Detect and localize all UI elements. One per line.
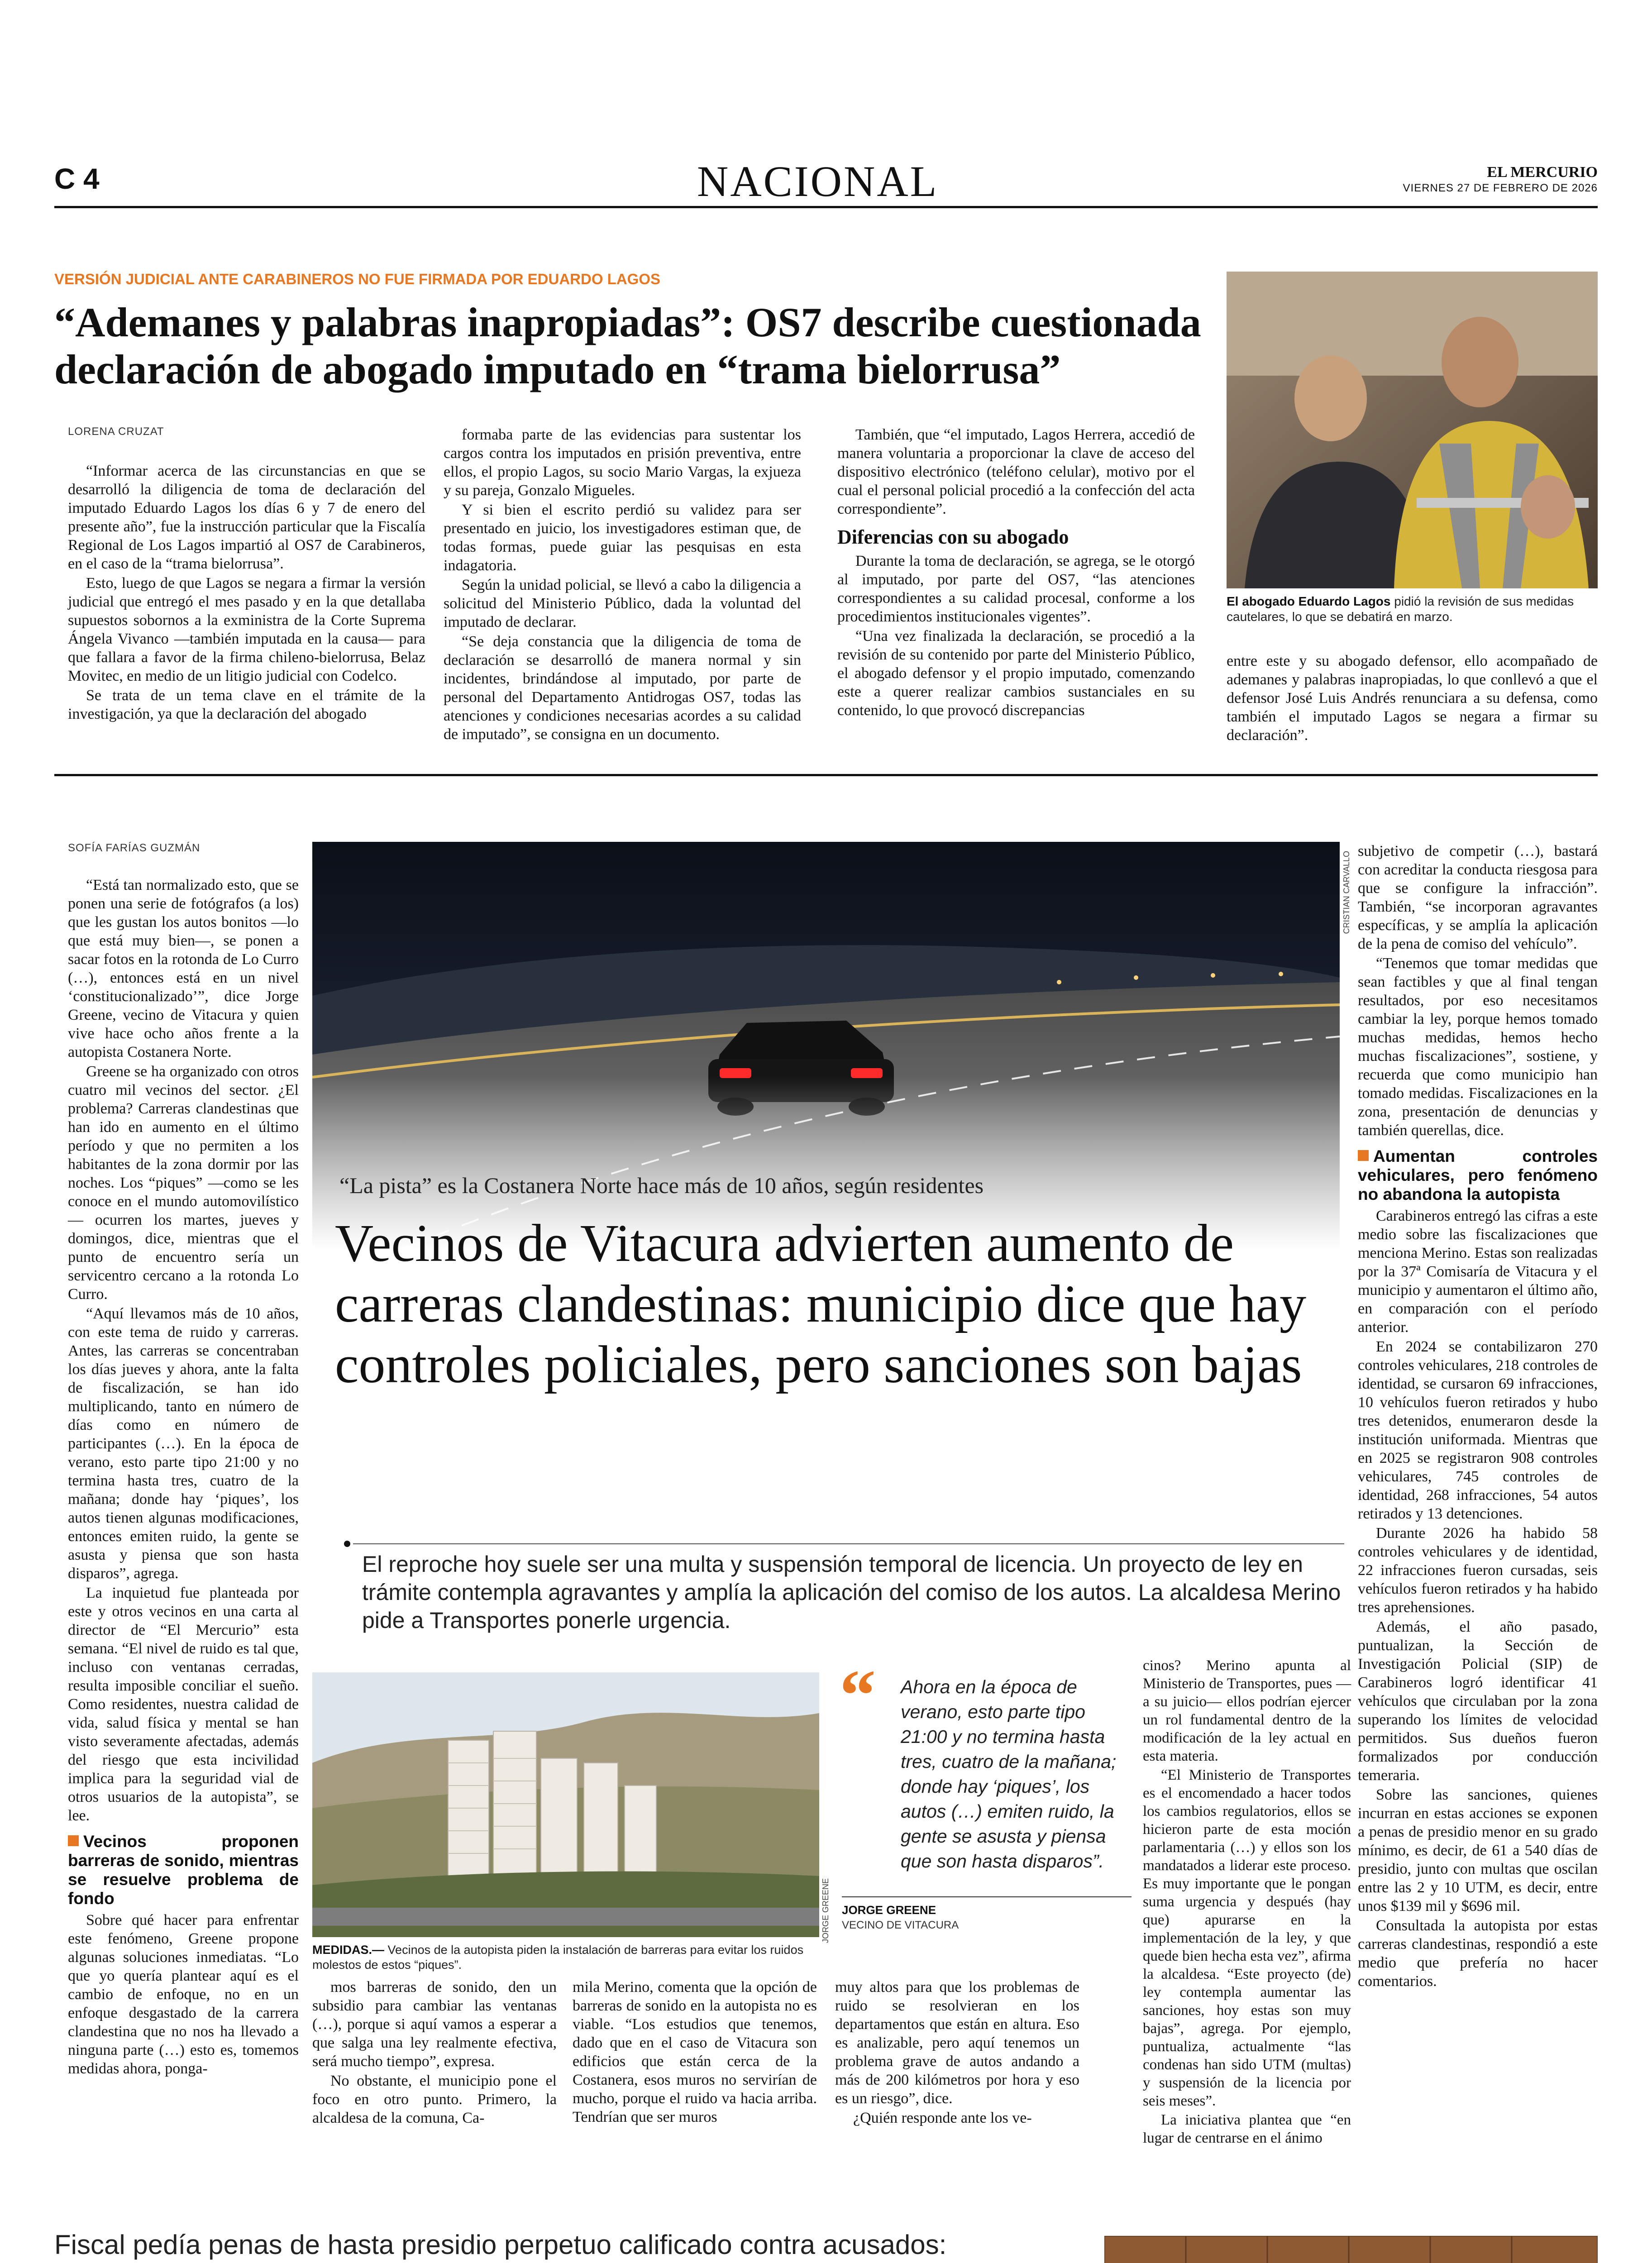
lagos-caption — [1227, 594, 1598, 625]
story2-right-col — [1358, 842, 1598, 1991]
story2-bottom-col1 — [312, 1978, 557, 2127]
paragraph: subjetivo de competir (…), bastará con acreditar la conducta riesgosa para que se configure la infracción”. También, “se incorporan agravantes específicas, y se amplía la aplicación de la pena de comiso del vehículo”. — [1358, 843, 1598, 952]
story2-deck-rule — [353, 1543, 1344, 1544]
paragraph: Sobre las sanciones, quienes incurran en estas acciones se exponen a penas de presidio menor en su grado mínimo, es decir, de 61 a 540 días de presidio, junto con multas que oscilan entre las 2 y 10 UTM, es decir, entre unos $139 mil y $696 mil. — [1358, 1786, 1598, 1914]
paper-name: EL MERCURIO — [1487, 164, 1598, 181]
story1-col4 — [1227, 652, 1598, 745]
story2-deck: El reproche hoy suele ser una multa y suspensión temporal de licencia. Un proyecto de ley en trámite contempla agravantes y amplía la aplicación del comiso de los autos. La alcaldesa Merino pide a Transportes ponerle urgencia. — [362, 1552, 1341, 1633]
masthead-rule — [54, 206, 1598, 208]
paragraph: cinos? Merino apunta al Ministerio de Transportes, pues —a su juicio— ellos podrían ejercer un rol fundamental dentro de la modificación de la ley actual en esta materia. — [1143, 1657, 1351, 1764]
paragraph: formaba parte de las evidencias para sustentar los cargos contra los imputados en prisión preventiva, entre ellos, el propio Lagos, su socio Mario Vargas, la exjueza y su pareja, Gonzalo Migueles. — [444, 426, 801, 499]
buildings-caption — [312, 1943, 819, 1972]
paragraph: ¿Quién responde ante los ve- — [853, 2110, 1032, 2126]
paragraph: Y si bien el escrito perdió su validez para ser presentado en juicio, los investigadores estiman que, de todas formas, puede guiar las pesquisas en esta indagatoria. — [444, 501, 801, 574]
orange-square-icon — [1358, 1150, 1369, 1161]
caption-text: pidió la revisión de sus medidas cautelares, lo que se debatirá en marzo. — [1227, 594, 1574, 624]
paragraph: Esto, luego de que Lagos se negara a firmar la versión judicial que entregó el mes pasado y en la que detallaba supuestos sobornos a la exministra de la Corte Suprema Ángela Vivanco —también imputada en la causa— para que fallara a favor de la firma chileno-bielorrusa, Belaz Movitec, en medio de un litigio judicial con Codelco. — [68, 575, 425, 684]
paragraph: La iniciativa plantea que “en lugar de centrarse en el ánimo — [1143, 2112, 1351, 2146]
quote-role: VECINO DE VITACURA — [842, 1919, 959, 1931]
paragraph: mila Merino, comenta que la opción de barreras de sonido en la autopista no es viable. “Los estudios que tenemos, dado que en el caso de Vitacura son edificios que están cerca de la Costanera, esos muros no servirían de mucho, porque el ruido va hacia arriba. Tendrían que ser muros — [573, 1979, 817, 2125]
paragraph: “Una vez finalizada la declaración, se procedió a la revisión de su contenido por parte del Ministerio Público, el abogado defensor y el propio imputado, comenzando este a querer realizar cambios sustanciales en su contenido, lo que provocó discrepancias — [837, 628, 1195, 719]
paragraph: Carabineros entregó las cifras a este medio sobre las fiscalizaciones que menciona Merino. Estas son realizadas por la 37ª Comisaría de Vitacura y el municipio y aumentaron el último año, en comparación con el período anterior. — [1358, 1208, 1598, 1336]
paragraph: En 2024 se contabilizaron 270 controles vehiculares, 218 controles de identidad, se cursaron 69 infracciones, 10 vehículos fueron retirados y hubo tres detenidos, enumeraron desde la institución uniformada. Mientras que en 2025 se registraron 908 controles vehiculares, 745 controles de identidad, 268 infracciones, 54 autos retirados y 13 detenciones. — [1358, 1338, 1598, 1522]
buildings-photo-credit: JORGE GREENE — [821, 1878, 830, 1943]
paragraph: También, que “el imputado, Lagos Herrera, accedió de manera voluntaria a proporcionar la clave de acceso del dispositivo electrónico (teléfono celular), motivo por el cual el personal policial procedió a la confección del acta correspondiente”. — [837, 426, 1195, 517]
story3-kicker: Fiscal pedía penas de hasta presidio perpetuo calificado contra acusados: — [54, 2230, 947, 2260]
story1-bottom-rule — [54, 774, 1598, 776]
paragraph: “Tenemos que tomar medidas que sean factibles y que al final tengan resultados, por eso necesitamos cambiar la ley, porque hemos tomado muchas medidas, hemos hecho muchas fiscalizaciones”, sostiene, y recuerda que como municipio han tomado medidas. Fiscalizaciones en la zona, presentación de denuncias y también querellas, dice. — [1358, 955, 1598, 1139]
paragraph: Durante 2026 ha habido 58 controles vehiculares y de identidad, 22 infracciones fueron cursadas, seis vehículos fueron retirados y ha habido tres aprehensiones. — [1358, 1525, 1598, 1616]
story2-byline: SOFÍA FARÍAS GUZMÁN — [68, 842, 201, 854]
pull-quote: Ahora en la época de verano, esto parte tipo 21:00 y no termina hasta tres, cuatro de la mañana; donde hay ‘piques’, los autos (…) emiten ruido, la gente se asusta y piensa que son hasta disparos”. — [901, 1676, 1117, 1872]
story1-col1 — [68, 462, 425, 723]
story2-left-subhead: Vecinos proponen barreras de sonido, mientras se resuelve problema de fondo — [68, 1832, 299, 1908]
paragraph: Consultada la autopista por estas carreras clandestinas, respondió a este medio que prefería no hacer comentarios. — [1358, 1917, 1598, 1990]
story1-col2 — [444, 425, 801, 744]
court-photo — [1104, 2236, 1598, 2263]
paragraph: Se trata de un tema clave en el trámite de la investigación, ya que la declaración del abogado — [68, 687, 425, 722]
caption-text: Vecinos de la autopista piden la instalación de barreras para evitar los ruidos molestos de estos “piques”. — [312, 1943, 804, 1972]
story1-subhead: Diferencias con su abogado — [837, 526, 1069, 548]
story1-headline: “Ademanes y palabras inapropiadas”: OS7 describe cuestionada declaración de abogado imputado en “trama bielorrusa” — [54, 299, 1201, 392]
paragraph: Sobre qué hacer para enfrentar este fenómeno, Greene propone algunas soluciones inmediatas. “Lo que yo quería plantear aquí es el cambio de enfoque, no en un enfoque desgastado de la carrera clandestina que no nos ha llevado a ninguna parte (…) esto es, tomemos medidas ahora, ponga- — [68, 1912, 299, 2077]
paragraph: La inquietud fue planteada por este y otros vecinos en una carta al director de “El Mercurio” esta semana. “El nivel de ruido es tal que, incluso con ventanas cerradas, resulta imposible conciliar el sueño. Como residentes, nuestra calidad de vida, salud física y mental se han visto severamente afectadas, además del riesgo que esta incivilidad implica para la seguridad vial de otros usuarios de la autopista”, se lee. — [68, 1585, 299, 1824]
paragraph: Greene se ha organizado con otros cuatro mil vecinos del sector. ¿El problema? Carreras clandestinas que han ido en aumento en el último período y que no permiten a los habitantes de la zona dormir por las noches. Los “piques” —como se les conoce en el mundo automovilístico— ocurren los martes, jueves y domingos, dice, mientras que el punto de encuentro sería un servicentro cercano a la rotonda Lo Curro. — [68, 1063, 299, 1303]
lagos-photo-image — [1227, 272, 1598, 588]
hero-photo-credit: CRISTIAN CARVALLO — [1342, 851, 1351, 934]
story1-kicker: VERSIÓN JUDICIAL ANTE CARABINEROS NO FUE FIRMADA POR EDUARDO LAGOS — [54, 271, 661, 287]
buildings-photo — [312, 1672, 819, 1937]
issue-date: VIERNES 27 DE FEBRERO DE 2026 — [1403, 182, 1598, 194]
paragraph: No obstante, el municipio pone el foco en otro punto. Primero, la alcaldesa de la comuna, Ca- — [312, 2072, 557, 2126]
caption-bold: El abogado Eduardo Lagos — [1227, 594, 1391, 608]
paragraph: mos barreras de sonido, den un subsidio para cambiar las ventanas (…), porque si aquí vamos a esperar a que salga una ley realmente efectiva, será mucho tiempo”, expresa. — [312, 1979, 557, 2070]
story2-right-subhead: Aumentan controles vehiculares, pero fenómeno no abandona la autopista — [1358, 1147, 1598, 1203]
courtroom-image — [1104, 2236, 1598, 2263]
story2-deck-bullet — [344, 1541, 350, 1547]
vitacura-buildings-image — [312, 1672, 819, 1937]
quote-rule — [842, 1896, 1132, 1897]
story1-byline: LORENA CRUZAT — [68, 425, 164, 438]
caption-bold: MEDIDAS.— — [312, 1943, 385, 1957]
paragraph: “Está tan normalizado esto, que se ponen una serie de fotógrafos (a los) que les gustan los autos bonitos —lo que está muy bien—, se ponen a sacar fotos en la rotonda de Lo Curro (…), entonces está en un nivel ‘constitucionalizado’”, dice Jorge Greene, vecino de Vitacura y quien vive hace ocho años frente a la autopista Costanera Norte. — [68, 877, 299, 1060]
story2-headline: Vecinos de Vitacura advierten aumento de carreras clandestinas: municipio dice que hay controles policiales, pero sanciones son bajas — [335, 1213, 1307, 1394]
orange-square-icon — [68, 1835, 79, 1846]
story2-bottom-col4 — [1143, 1657, 1351, 2147]
paragraph: “Informar acerca de las circunstancias en que se desarrolló la diligencia de toma de declaración del imputado Eduardo Lagos los días 6 y 7 de enero del presente año”, fue la instrucción particular que la Fiscalía Regional de Los Lagos impartió al OS7 de Carabineros, en el caso de la “trama bielorrusa”. — [68, 463, 425, 572]
quote-icon: “ — [840, 1655, 876, 1735]
paragraph: “El Ministerio de Transportes es el encomendado a hacer todos los cambios regulatorios, ellos se hicieron parte de esta moción parlamentaria (…) y ellos son los mandatados a liderar este proceso. Es muy importante que le pongan suma urgencia y después (hay que) apurarse en la implementación de la ley, y que quede bien hecha esta vez”, afirma la alcaldesa. “Este proyecto (de) ley contempla aumentar las sanciones, hoy estas son muy bajas”, agrega. Por ejemplo, puntualiza, actualmente “las condenas han sido UTM (multas) y suspensión de la licencia por seis meses”. — [1143, 1767, 1351, 2109]
story2-bottom-col3 — [835, 1978, 1079, 2127]
story2-kicker: “La pista” es la Costanera Norte hace más de 10 años, según residentes — [339, 1173, 984, 1198]
paragraph: entre este y su abogado defensor, ello acompañado de ademanes y palabras inapropiadas, lo que conllevó a que el defensor José Luis Andrés renunciara a su defensa, como también el imputado Lagos se negara a firmar su declaración”. — [1227, 653, 1598, 744]
story1-col3 — [837, 425, 1195, 720]
paragraph: muy altos para que los problemas de ruido se resolvieran en los departamentos que están en altura. Eso es analizable, pero aquí tenemos un problema grave de autos andando a más de 200 kilómetros por hora y eso es un riesgo”, dice. — [835, 1979, 1079, 2107]
page-number: C 4 — [54, 162, 100, 195]
story2-left-col — [68, 876, 299, 2078]
paragraph: Según la unidad policial, se llevó a cabo la diligencia a solicitud del Ministerio Público, dada la voluntad del imputado de declarar. — [444, 577, 801, 630]
story2-bottom-col2 — [573, 1978, 817, 2126]
lagos-photo — [1227, 272, 1598, 588]
paragraph: “Aquí llevamos más de 10 años, con este tema de ruido y carreras. Antes, las carreras se concentraban los días jueves y ahora, ante la falta de fiscalización, se han ido multiplicando, tanto en número de días como en número de participantes (…). En la época de verano, esto parte tipo 21:00 y no termina hasta tres, cuatro de la mañana; donde hay ‘piques’, los autos tienen algunas modificaciones, entonces emiten ruido, la gente se asusta y piensa que son hasta disparos”, agrega. — [68, 1305, 299, 1582]
paragraph: Además, el año pasado, puntualizan, la Sección de Investigación Policial (SIP) de Carabineros logró identificar 41 vehículos que circulaban por la zona superando los límites de velocidad permitidos. Sus dueños fueron formalizados por conducción temeraria. — [1358, 1618, 1598, 1784]
section-title: NACIONAL — [697, 157, 939, 205]
paragraph: “Se deja constancia que la diligencia de toma de declaración se desarrolló de manera normal y sin incidentes, brindándose al imputado, por parte de personal del Departamento Antidrogas OS7, todas las atenciones y condiciones necesarias acordes a su calidad de imputado”, se consigna en un documento. — [444, 633, 801, 743]
quote-name: JORGE GREENE — [842, 1903, 936, 1917]
paragraph: Durante la toma de declaración, se agrega, se le otorgó al imputado, por parte del OS7, “las atenciones correspondientes a su calidad procesal, conforme a los procedimientos institucionales vigentes”. — [837, 553, 1195, 625]
